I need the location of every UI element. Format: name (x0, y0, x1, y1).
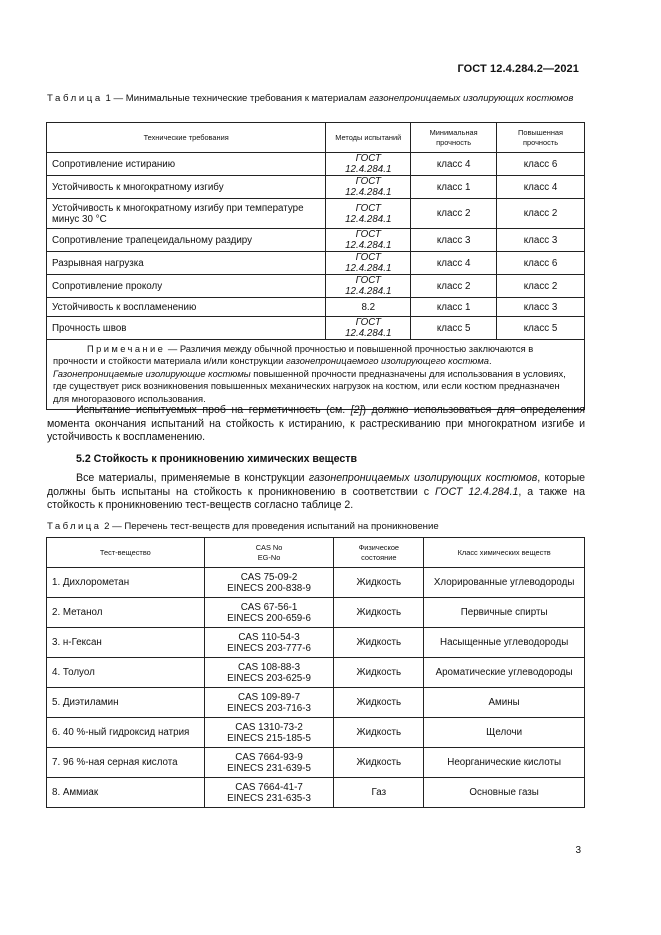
requirement-cell: Устойчивость к многократному изгибу при температуре минус 30 °С (47, 199, 326, 229)
method-cell: ГОСТ 12.4.284.1 (326, 199, 411, 229)
table2-caption-label: Таблица (47, 521, 102, 532)
method-cell: ГОСТ 12.4.284.1 (326, 153, 411, 176)
header-cas-no: CAS No (255, 542, 283, 552)
section-heading: 5.2 Стойкость к проникновению химических веществ (76, 453, 357, 465)
method-cell: ГОСТ 12.4.284.1 (326, 275, 411, 298)
class-cell: Щелочи (424, 718, 585, 748)
requirement-cell: Сопротивление проколу (47, 275, 326, 298)
requirement-cell: Разрывная нагрузка (47, 252, 326, 275)
table-row (47, 229, 585, 252)
requirement-cell: Сопротивление истиранию (47, 153, 326, 176)
einecs-number: EINECS 203-625-9 (227, 672, 311, 684)
cas-cell (204, 568, 334, 598)
method-cell: 8.2 (326, 298, 411, 317)
cas-cell (204, 688, 334, 718)
substance-cell: 5. Диэтиламин (47, 688, 205, 718)
method-cell: ГОСТ 12.4.284.1 (326, 252, 411, 275)
document-code: ГОСТ 12.4.284.2—2021 (457, 63, 579, 75)
cas-number: CAS 108-88-3 (238, 661, 301, 673)
note-italic-1: газонепроницаемого изолирующего костюма (285, 355, 489, 367)
substance-cell: 6. 40 %-ный гидроксид натрия (47, 718, 205, 748)
table2-caption (47, 521, 439, 532)
table2-header-substance: Тест-вещество (47, 538, 205, 568)
method-cell: ГОСТ 12.4.284.1 (326, 317, 411, 340)
test-substances-table (46, 537, 585, 808)
table-row (47, 252, 585, 275)
high-class-cell: класс 3 (497, 298, 585, 317)
einecs-number: EINECS 231-639-5 (227, 762, 311, 774)
high-class-cell: класс 3 (497, 229, 585, 252)
table1-caption-number: 1 (105, 93, 111, 104)
class-cell: Неорганические кислоты (424, 748, 585, 778)
para2-text-a: Все материалы, применяемые в конструкции (76, 472, 309, 484)
cas-number: CAS 109-89-7 (238, 691, 301, 703)
table-row (47, 628, 585, 658)
table-row (47, 778, 585, 808)
method-cell: ГОСТ 12.4.284.1 (326, 229, 411, 252)
substance-cell: 7. 96 %-ная серная кислота (47, 748, 205, 778)
table1-caption-text: — Минимальные технические требования к материалам (113, 93, 367, 104)
state-cell: Жидкость (334, 688, 424, 718)
table2-header-state (334, 538, 424, 568)
table1-body (47, 153, 585, 410)
cas-cell (204, 718, 334, 748)
state-cell: Жидкость (334, 748, 424, 778)
table-row (47, 598, 585, 628)
table1-note (47, 340, 585, 410)
cas-cell (204, 778, 334, 808)
table2-header-cas (204, 538, 334, 568)
note-italic-2: Газонепроницаемые изолирующие костюмы (53, 367, 251, 379)
paragraph-materials (47, 472, 585, 513)
table-note-row (47, 340, 585, 410)
table-row (47, 658, 585, 688)
para1-text-a: Испытание испытуемых проб на герметичность (см. (76, 404, 351, 416)
state-cell: Жидкость (334, 628, 424, 658)
state-cell: Жидкость (334, 568, 424, 598)
class-cell: Основные газы (424, 778, 585, 808)
table-row (47, 688, 585, 718)
table2-header-class: Класс химических веществ (424, 538, 585, 568)
note-text-1: — Различия между обычной прочностью и повышенной прочностью заключаются в прочности и стойкости материала и/или конструкции (53, 343, 534, 367)
cas-cell (204, 658, 334, 688)
einecs-number: EINECS 203-716-3 (227, 702, 311, 714)
einecs-number: EINECS 200-659-6 (227, 612, 311, 624)
high-class-cell: класс 2 (497, 199, 585, 229)
table1-caption-label: Таблица (47, 93, 103, 104)
table1-caption-italic: газонепроницаемых изолирующих костюмов (369, 93, 574, 104)
method-cell: ГОСТ 12.4.284.1 (326, 176, 411, 199)
table2-caption-number: 2 (104, 521, 110, 532)
table1-caption (47, 93, 585, 104)
high-class-cell: класс 6 (497, 153, 585, 176)
class-cell: Амины (424, 688, 585, 718)
cas-number: CAS 7664-41-7 (235, 781, 303, 793)
table-row (47, 199, 585, 229)
para2-text-c: , а также на стойкость к проникновению тест-веществ согласно таблице 2. (47, 485, 585, 512)
state-cell: Газ (334, 778, 424, 808)
para2-italic-a: газонепроницаемых изолирующих костюмов (308, 472, 538, 484)
table1-header-methods: Методы испытаний (326, 123, 411, 153)
requirements-table (46, 122, 585, 410)
high-class-cell: класс 2 (497, 275, 585, 298)
substance-cell: 1. Дихлорометан (47, 568, 205, 598)
table1-header-requirements: Технические требования (47, 123, 326, 153)
header-eg-no: EG-No (257, 552, 281, 562)
state-cell: Жидкость (334, 718, 424, 748)
high-class-cell: класс 4 (497, 176, 585, 199)
state-cell: Жидкость (334, 598, 424, 628)
table-row (47, 176, 585, 199)
table1-header-min-strength: Минимальная прочность (411, 123, 497, 153)
min-class-cell: класс 2 (411, 275, 497, 298)
note-text-2: . (489, 355, 492, 367)
requirement-cell: Устойчивость к многократному изгибу (47, 176, 326, 199)
para1-reference-link[interactable]: [2] (350, 404, 363, 416)
high-class-cell: класс 6 (497, 252, 585, 275)
min-class-cell: класс 1 (411, 176, 497, 199)
min-class-cell: класс 4 (411, 252, 497, 275)
table2-caption-text: — Перечень тест-веществ для проведения испытаний на проникновение (112, 521, 439, 532)
min-class-cell: класс 3 (411, 229, 497, 252)
cas-cell (204, 598, 334, 628)
high-class-cell: класс 5 (497, 317, 585, 340)
substance-cell: 2. Метанол (47, 598, 205, 628)
class-cell: Хлорированные углеводороды (424, 568, 585, 598)
cas-cell (204, 748, 334, 778)
class-cell: Ароматические углеводороды (424, 658, 585, 688)
cas-number: CAS 67-56-1 (240, 601, 298, 613)
table-row (47, 298, 585, 317)
para1-text-b: ) должно использоваться для определения момента окончания испытаний на стойкость к истиранию, к растрескиванию при многократном изгибе и устойчивость к воспламенению. (47, 404, 585, 444)
einecs-number: EINECS 215-185-5 (227, 732, 311, 744)
min-class-cell: класс 5 (411, 317, 497, 340)
table-row (47, 718, 585, 748)
header-state-1: Физическое (358, 542, 400, 552)
page-number: 3 (575, 845, 581, 856)
table-row (47, 153, 585, 176)
min-class-cell: класс 1 (411, 298, 497, 317)
table-row (47, 317, 585, 340)
cas-cell (204, 628, 334, 658)
table1-header-high-strength: Повышенная прочность (497, 123, 585, 153)
substance-cell: 3. н-Гексан (47, 628, 205, 658)
paragraph-leak-test (47, 404, 585, 445)
table-row (47, 275, 585, 298)
para2-text-b: , которые должны быть испытаны на стойкость к проникновению в соответствии с (47, 472, 585, 498)
state-cell: Жидкость (334, 658, 424, 688)
min-class-cell: класс 4 (411, 153, 497, 176)
note-label: Примечание (87, 343, 166, 354)
cas-number: CAS 7664-93-9 (235, 751, 303, 763)
einecs-number: EINECS 203-777-6 (227, 642, 311, 654)
cas-number: CAS 110-54-3 (238, 631, 300, 643)
einecs-number: EINECS 200-838-9 (227, 582, 311, 594)
table-row (47, 748, 585, 778)
note-text-3: повышенной прочности предназначены для использования в условиях, где существует риск возникновения повышенных механических нагрузок на костюм, или если костюм предназначен для многоразового использования. (53, 367, 566, 404)
header-state-2: состояние (361, 552, 397, 562)
cas-number: CAS 1310-73-2 (235, 721, 303, 733)
requirement-cell: Прочность швов (47, 317, 326, 340)
substance-cell: 8. Аммиак (47, 778, 205, 808)
class-cell: Насыщенные углеводороды (424, 628, 585, 658)
einecs-number: EINECS 231-635-3 (227, 792, 311, 804)
para2-italic-b: ГОСТ 12.4.284.1 (434, 485, 519, 498)
min-class-cell: класс 2 (411, 199, 497, 229)
table-row (47, 568, 585, 598)
requirement-cell: Устойчивость к воспламенению (47, 298, 326, 317)
requirement-cell: Сопротивление трапецеидальному раздиру (47, 229, 326, 252)
cas-number: CAS 75-09-2 (240, 571, 298, 583)
substance-cell: 4. Толуол (47, 658, 205, 688)
class-cell: Первичные спирты (424, 598, 585, 628)
